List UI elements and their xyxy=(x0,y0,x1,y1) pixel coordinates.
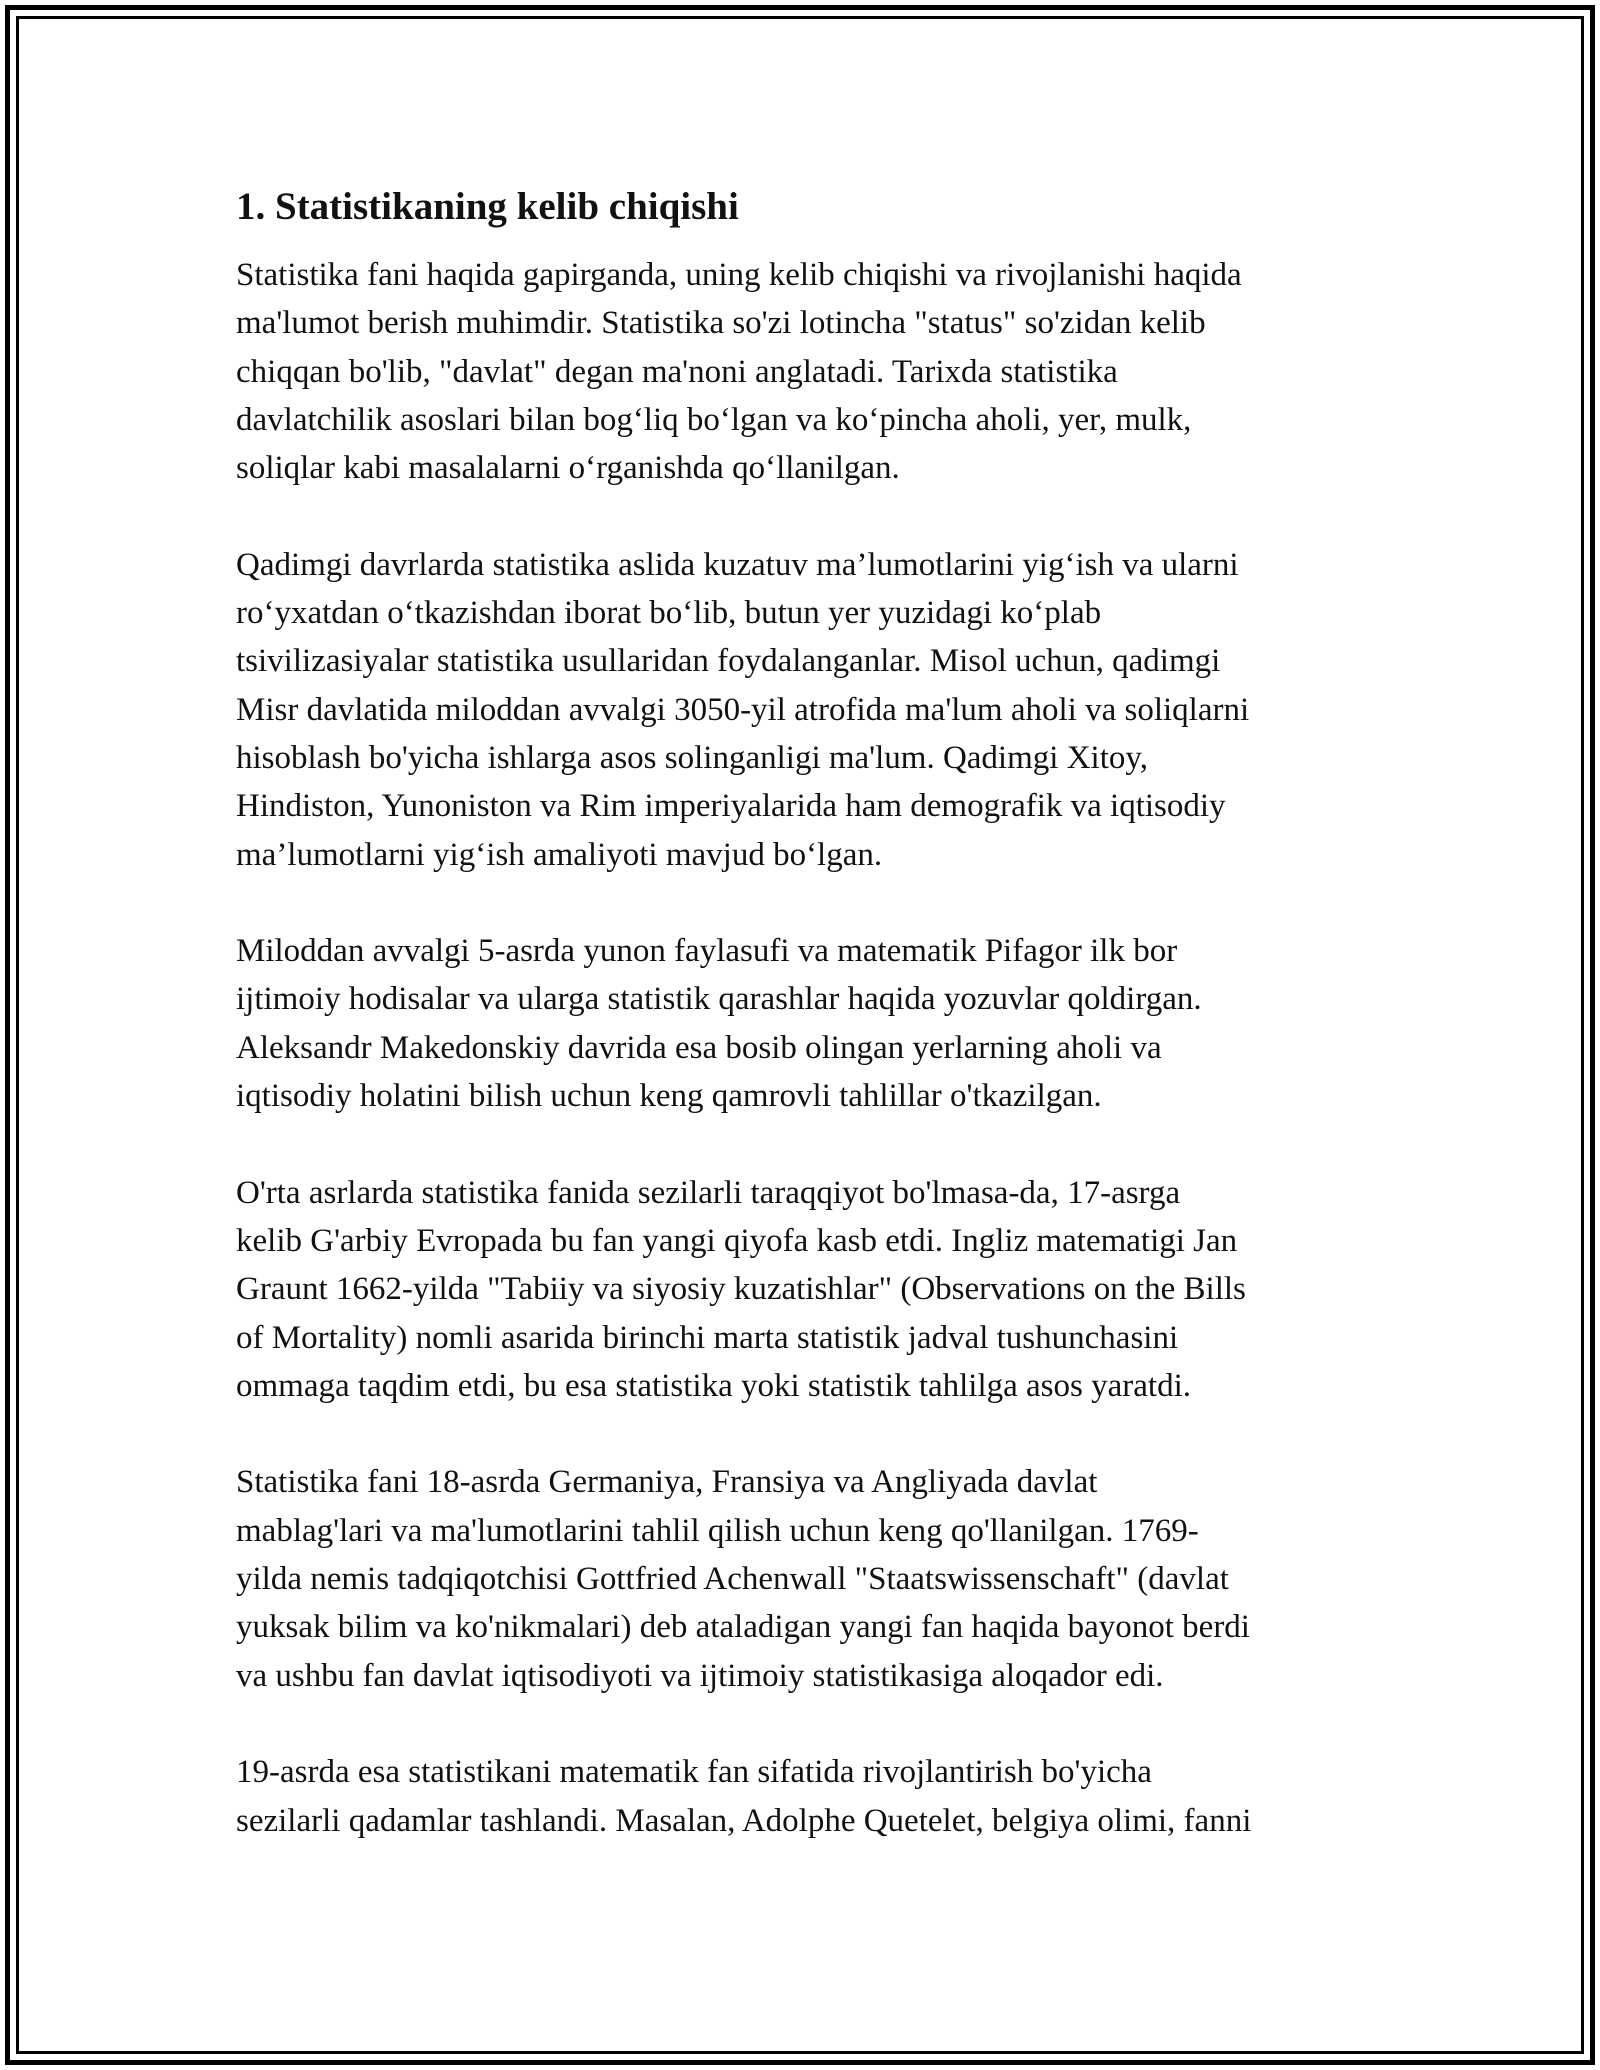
text-line: Misr davlatida miloddan avvalgi 3050-yil atrofida ma'lum aholi va soliqlarni xyxy=(236,691,1250,728)
text-line: ma'lumot berish muhimdir. Statistika so'zi lotincha "status" so'zidan kelib xyxy=(236,305,1206,342)
text-line: 19-asrda esa statistikani matematik fan sifatida rivojlantirish bo'yicha xyxy=(236,1754,1152,1791)
page-title: 1. Statistikaning kelib chiqishi xyxy=(236,185,739,228)
text-line: ijtimoiy hodisalar va ularga statistik qarashlar haqida yozuvlar qoldirgan. xyxy=(236,981,1202,1018)
text-line: ommaga taqdim etdi, bu esa statistika yoki statistik tahlilga asos yaratdi. xyxy=(236,1367,1191,1404)
document-body xyxy=(236,183,1364,1893)
text-line: Graunt 1662-yilda "Tabiiy va siyosiy kuzatishlar" (Observations on the Bills xyxy=(236,1271,1246,1308)
text-line: davlatchilik asoslari bilan bog‘liq bo‘lgan va ko‘pincha aholi, yer, mulk, xyxy=(236,401,1192,438)
text-line: yilda nemis tadqiqotchisi Gottfried Achenwall "Staatswissenschaft" (davlat xyxy=(236,1561,1229,1598)
text-line: ma’lumotlarni yig‘ish amaliyoti mavjud bo‘lgan. xyxy=(236,836,883,873)
paragraph-1 xyxy=(236,251,1364,492)
text-line: Miloddan avvalgi 5-asrda yunon faylasufi va matematik Pifagor ilk bor xyxy=(236,933,1178,970)
text-line: va ushbu fan davlat iqtisodiyoti va ijtimoiy statistikasiga aloqador edi. xyxy=(236,1657,1164,1694)
text-line: tsivilizasiyalar statistika usullaridan foydalanganlar. Misol uchun, qadimgi xyxy=(236,643,1221,680)
paragraph-5 xyxy=(236,1458,1364,1699)
paragraph-4 xyxy=(236,1169,1364,1410)
text-line: mablag'lari va ma'lumotlarini tahlil qilish uchun keng qo'llanilgan. 1769- xyxy=(236,1512,1199,1549)
text-line: hisoblash bo'yicha ishlarga asos solinganligi ma'lum. Qadimgi Xitoy, xyxy=(236,739,1148,776)
paragraph-2 xyxy=(236,541,1364,879)
text-line: soliqlar kabi masalalarni o‘rganishda qo‘llanilgan. xyxy=(236,450,900,487)
text-line: Statistika fani 18-asrda Germaniya, Fransiya va Angliyada davlat xyxy=(236,1464,1098,1501)
text-line: chiqqan bo'lib, "davlat" degan ma'noni anglatadi. Tarixda statistika xyxy=(236,353,1118,390)
text-line: iqtisodiy holatini bilish uchun keng qamrovli tahlillar o'tkazilgan. xyxy=(236,1078,1102,1115)
text-line: O'rta asrlarda statistika fanida sezilarli taraqqiyot bo'lmasa-da, 17-asrga xyxy=(236,1174,1181,1211)
text-line: Qadimgi davrlarda statistika aslida kuzatuv ma’lumotlarini yig‘ish va ularni xyxy=(236,546,1239,583)
text-line: of Mortality) nomli asarida birinchi marta statistik jadval tushunchasini xyxy=(236,1319,1179,1356)
paragraph-6 xyxy=(236,1748,1364,1845)
text-line: sezilarli qadamlar tashlandi. Masalan, Adolphe Quetelet, belgiya olimi, fanni xyxy=(236,1802,1252,1839)
text-line: yuksak bilim va ko'nikmalari) deb ataladigan yangi fan haqida bayonot berdi xyxy=(236,1609,1250,1646)
text-line: Aleksandr Makedonskiy davrida esa bosib olingan yerlarning aholi va xyxy=(236,1029,1162,1066)
text-line: kelib G'arbiy Evropada bu fan yangi qiyofa kasb etdi. Ingliz matematigi Jan xyxy=(236,1222,1238,1259)
paragraph-3 xyxy=(236,927,1364,1120)
text-line: ro‘yxatdan o‘tkazishdan iborat bo‘lib, butun yer yuzidagi ko‘plab xyxy=(236,595,1102,632)
text-line: Hindiston, Yunoniston va Rim imperiyalarida ham demografik va iqtisodiy xyxy=(236,788,1226,825)
text-line: Statistika fani haqida gapirganda, uning kelib chiqishi va rivojlanishi haqida xyxy=(236,257,1242,293)
